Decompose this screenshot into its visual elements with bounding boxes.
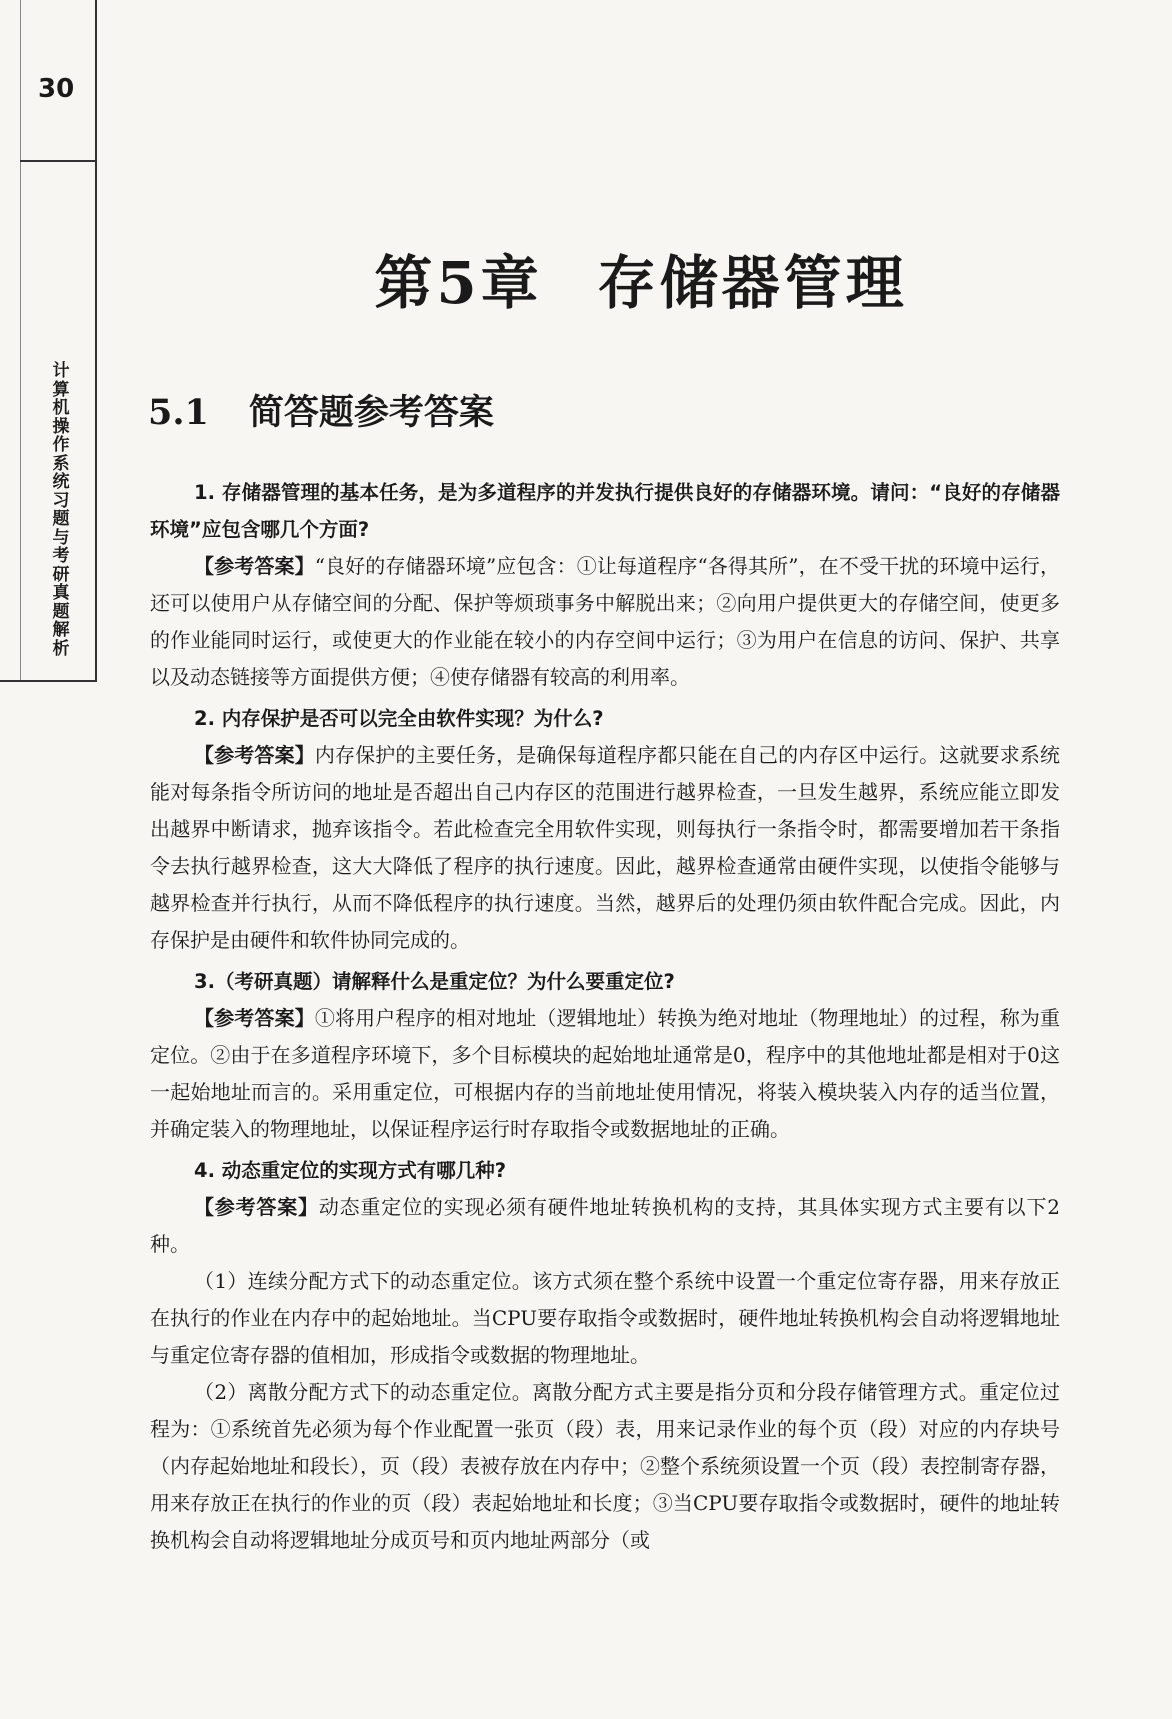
answer-label: 【参考答案】 (194, 1006, 315, 1030)
running-book-title: 计算机操作系统习题与考研真题解析 (52, 361, 70, 659)
answer-4 (150, 1189, 1060, 1263)
chapter-heading (0, 236, 1172, 320)
answer-label: 【参考答案】 (194, 1195, 319, 1219)
margin-edge-line (20, 0, 21, 682)
answer-text: ①将用户程序的相对地址（逻辑地址）转换为绝对地址（物理地址）的过程，称为重定位。②由于在多道程序环境下，多个目标模块的起始地址通常是0，程序中的其他地址都是相对于0这一起始地址而言的。采用重定位，可根据内存的当前地址使用情况，将装入模块装入内存的适当位置，并确定装入的物理地址，以保证程序运行时存取指令或数据地址的正确。 (150, 1006, 1061, 1141)
answer-text: 内存保护的主要任务，是确保每道程序都只能在自己的内存区中运行。这就要求系统能对每条指令所访问的地址是否超出自己内存区的范围进行越界检查，一旦发生越界，系统应能立即发出越界中断请求，抛弃该指令。若此检查完全用软件实现，则每执行一条指令时，都需要增加若干条指令去执行越界检查，这大大降低了程序的执行速度。因此，越界检查通常由硬件实现，以使指令能够与越界检查并行执行，从而不降低程序的执行速度。当然，越界后的处理仍须由软件配合完成。因此，内存保护是由硬件和软件协同完成的。 (150, 743, 1061, 952)
sub-paragraph-1: （1）连续分配方式下的动态重定位。该方式须在整个系统中设置一个重定位寄存器，用来存放正在执行的作业在内存中的起始地址。当CPU要存取指令或数据时，硬件地址转换机构会自动将逻辑地址与重定位寄存器的值相加，形成指令或数据的物理地址。 (150, 1269, 1060, 1367)
page-number: 30 (38, 74, 75, 104)
answer-3 (150, 1000, 1060, 1148)
sub-paragraph-2: （2）离散分配方式下的动态重定位。离散分配方式主要是指分页和分段存储管理方式。重定位过程为：①系统首先必须为每个作业配置一张页（段）表，用来记录作业的每个页（段）对应的内存块号（内存起始地址和段长），页（段）表被存放在内存中；②整个系统须设置一个页（段）表控制寄存器，用来存放正在执行的作业的页（段）表起始地址和长度；③当CPU要存取指令或数据时，硬件的地址转换机构会自动将逻辑地址分成页号和页内地址两部分（或 (150, 1380, 1060, 1552)
question-3: 3.（考研真题）请解释什么是重定位？为什么要重定位? (194, 970, 675, 993)
answer-2 (150, 737, 1060, 959)
section-heading (148, 385, 494, 435)
section-number: 5.1 (148, 392, 209, 433)
chapter-title: 存储器管理 (597, 249, 908, 317)
answer-label: 【参考答案】 (194, 554, 315, 578)
margin-divider-line (95, 0, 97, 682)
question-2: 2. 内存保护是否可以完全由软件实现？为什么? (194, 707, 604, 730)
question-4: 4. 动态重定位的实现方式有哪几种? (194, 1159, 507, 1182)
question-1: 1. 存储器管理的基本任务，是为多道程序的并发执行提供良好的存储器环境。请问：“良好的存储器环境”应包含哪几个方面? (150, 481, 1060, 541)
side-title-rule (0, 680, 97, 682)
body-text (150, 470, 1060, 1559)
answer-label: 【参考答案】 (194, 743, 315, 767)
answer-text: 动态重定位的实现必须有硬件地址转换机构的支持，其具体实现方式主要有以下2种。 (150, 1195, 1060, 1256)
chapter-number: 第5章 (374, 249, 543, 317)
page-number-rule (20, 160, 97, 162)
answer-text: “良好的存储器环境”应包含：①让每道程序“各得其所”，在不受干扰的环境中运行，还可以使用户从存储空间的分配、保护等烦琐事务中解脱出来；②向用户提供更大的存储空间，使更多的作业能同时运行，或使更大的作业能在较小的内存空间中运行；③为用户在信息的访问、保护、共享以及动态链接等方面提供方便；④使存储器有较高的利用率。 (150, 554, 1061, 689)
section-title: 简答题参考答案 (248, 392, 494, 433)
answer-1 (150, 548, 1060, 696)
